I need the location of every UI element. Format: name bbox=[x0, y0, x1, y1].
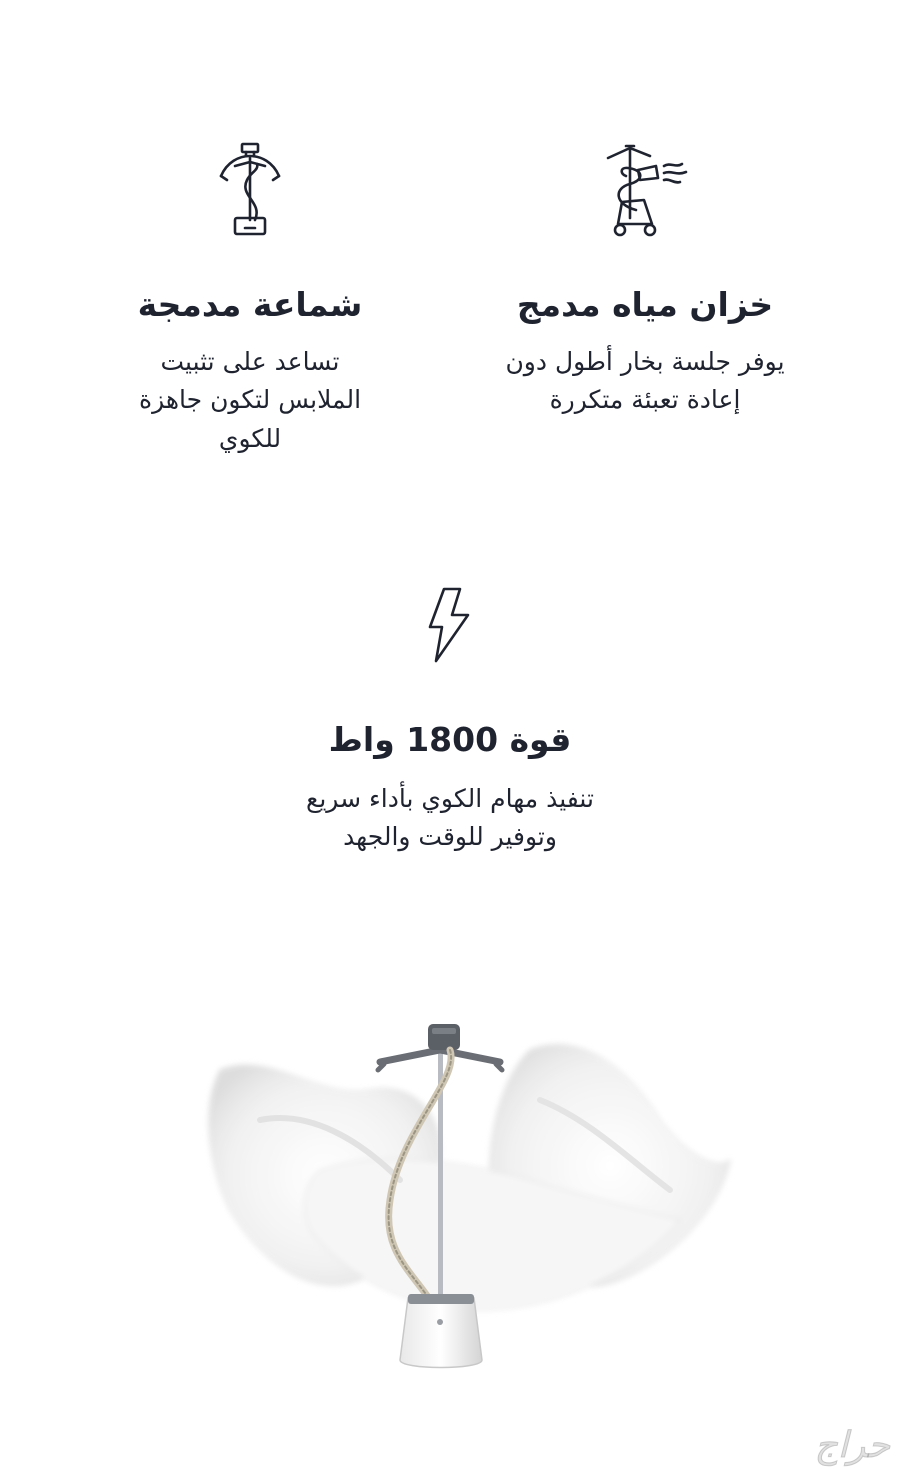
feature-description: يوفر جلسة بخار أطول دون إعادة تعبئة متكررة bbox=[505, 346, 785, 415]
steamer-hanger-icon bbox=[215, 140, 285, 240]
garment-steamer-product-image bbox=[200, 1010, 740, 1400]
feature-title: قوة 1800 واط bbox=[328, 720, 572, 759]
feature-description: تنفيذ مهام الكوي بأداء سريع وتوفير للوقت والجهد bbox=[306, 783, 594, 852]
watermark-text: حراج bbox=[814, 1425, 890, 1466]
feature-water-tank bbox=[470, 140, 820, 420]
steamer-tank-icon bbox=[600, 140, 690, 240]
feature-power bbox=[250, 585, 650, 857]
watermark bbox=[700, 1420, 900, 1470]
feature-title: شماعة مدمجة bbox=[137, 285, 363, 324]
feature-title: خزان مياه مدمج bbox=[516, 285, 774, 324]
feature-description: تساعد على تثبيت الملابس لتكون جاهزة للكوي bbox=[138, 346, 362, 454]
lightning-bolt-icon bbox=[420, 585, 480, 665]
feature-built-in-hanger bbox=[100, 140, 400, 459]
